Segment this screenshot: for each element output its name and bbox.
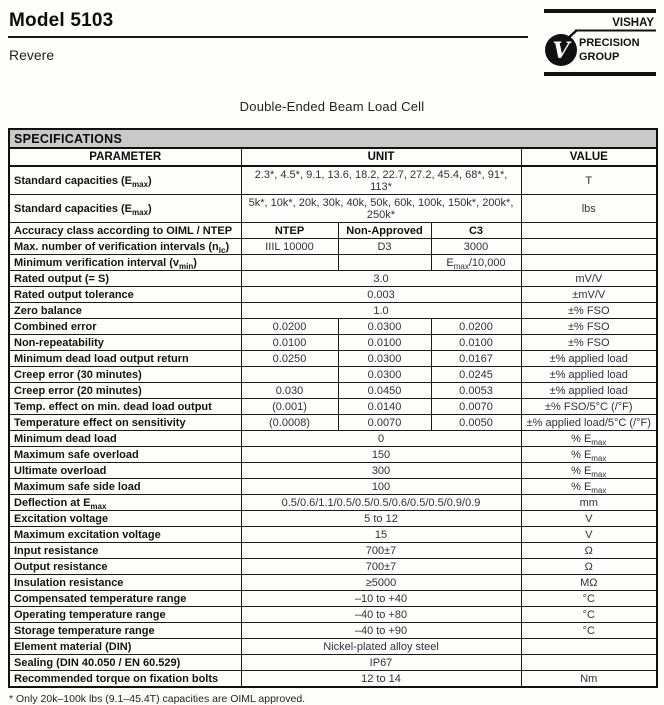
table-row — [9, 195, 657, 223]
header — [8, 8, 656, 77]
unit-cell: 3000 — [431, 239, 521, 255]
parameter-cell: Element material (DIN) — [9, 639, 241, 655]
table-row — [9, 319, 657, 335]
value-cell: °C — [521, 623, 657, 639]
table-row — [9, 383, 657, 399]
table-row — [9, 623, 657, 639]
unit-cell: 0.0245 — [431, 367, 521, 383]
table-row — [9, 671, 657, 688]
table-row — [9, 655, 657, 671]
parameter-cell: Maximum safe overload — [9, 447, 241, 463]
table-row — [9, 559, 657, 575]
value-cell: % $E_{max}$ — [521, 463, 657, 479]
value-cell — [521, 255, 657, 271]
unit-cell: D3 — [338, 239, 431, 255]
specifications-table — [8, 128, 658, 688]
parameter-cell: Minimum dead load output return — [9, 351, 241, 367]
unit-cell: 1.0 — [241, 303, 521, 319]
unit-cell: ≥5000 — [241, 575, 521, 591]
value-cell: ±% applied load — [521, 383, 657, 399]
spec-section-header: SPECIFICATIONS — [9, 129, 657, 148]
parameter-cell: Standard capacities $(E_{max})$ — [9, 166, 241, 195]
table-row — [9, 415, 657, 431]
parameter-cell: Creep error (30 minutes) — [9, 367, 241, 383]
unit-cell: 0.0100 — [431, 335, 521, 351]
unit-cell: 0.0070 — [431, 399, 521, 415]
unit-cell: IP67 — [241, 655, 521, 671]
unit-cell: Nickel-plated alloy steel — [241, 639, 521, 655]
value-cell: ±% FSO — [521, 319, 657, 335]
value-cell: Ω — [521, 543, 657, 559]
page-title: Double-Ended Beam Load Cell — [239, 99, 425, 114]
parameter-cell: Minimum verification interval $(v_{min})$ — [9, 255, 241, 271]
unit-cell — [241, 255, 338, 271]
parameter-cell: Rated output (= S) — [9, 271, 241, 287]
logo-text-group: GROUP — [579, 51, 620, 63]
table-row — [9, 463, 657, 479]
unit-cell: 700±7 — [241, 559, 521, 575]
unit-cell: 0.0100 — [338, 335, 431, 351]
parameter-cell: Excitation voltage — [9, 511, 241, 527]
unit-cell: 15 — [241, 527, 521, 543]
value-cell — [521, 239, 657, 255]
table-row — [9, 367, 657, 383]
unit-cell: IIIL 10000 — [241, 239, 338, 255]
table-row — [9, 287, 657, 303]
table-row — [9, 479, 657, 495]
unit-cell: 5k*, 10k*, 20k, 30k, 40k, 50k, 60k, 100k, 150k*, 200k*, 250k* — [241, 195, 521, 223]
footnote: * Only 20k–100k lbs (9.1–45.4T) capacities are OIML approved. — [9, 693, 306, 705]
value-cell — [521, 639, 657, 655]
value-cell: mm — [521, 495, 657, 511]
value-cell: Ω — [521, 559, 657, 575]
unit-cell: 0.0053 — [431, 383, 521, 399]
value-cell: T — [521, 166, 657, 195]
unit-cell: 2.3*, 4.5*, 9.1, 13.6, 18.2, 22.7, 27.2, 45.4, 68*, 91*, 113* — [241, 166, 521, 195]
unit-cell: 0.5/0.6/1.1/0.5/0.5/0.5/0.6/0.5/0.5/0.9/0.9 — [241, 495, 521, 511]
unit-cell: 150 — [241, 447, 521, 463]
table-row — [9, 255, 657, 271]
value-cell: ±% FSO — [521, 303, 657, 319]
unit-cell: $E_{max}/10,000$ — [431, 255, 521, 271]
parameter-cell: Minimum dead load — [9, 431, 241, 447]
header-left — [8, 8, 544, 63]
unit-cell: 0.0300 — [338, 351, 431, 367]
unit-cell — [338, 255, 431, 271]
table-row — [9, 335, 657, 351]
unit-cell: (0.0008) — [241, 415, 338, 431]
parameter-cell: Rated output tolerance — [9, 287, 241, 303]
unit-cell: 0.0140 — [338, 399, 431, 415]
value-cell: % $E_{max}$ — [521, 431, 657, 447]
value-cell — [521, 223, 657, 239]
spec-table-body — [9, 129, 657, 687]
unit-cell: 700±7 — [241, 543, 521, 559]
table-row — [9, 511, 657, 527]
unit-cell: 0.0450 — [338, 383, 431, 399]
unit-cell: –40 to +90 — [241, 623, 521, 639]
unit-cell: 0.0300 — [338, 367, 431, 383]
value-cell: % $E_{max}$ — [521, 447, 657, 463]
column-header-unit: UNIT — [241, 148, 521, 166]
value-cell: ±% FSO — [521, 335, 657, 351]
parameter-cell: Deflection at $E_{max}$ — [9, 495, 241, 511]
parameter-cell: Input resistance — [9, 543, 241, 559]
table-row — [9, 607, 657, 623]
table-row — [9, 271, 657, 287]
parameter-cell: Standard capacities $(E_{max})$ — [9, 195, 241, 223]
unit-cell: 0.030 — [241, 383, 338, 399]
unit-cell: 0.0050 — [431, 415, 521, 431]
unit-cell: 0.0300 — [338, 319, 431, 335]
parameter-cell: Max. number of verification intervals $(n_{lc})$ — [9, 239, 241, 255]
parameter-cell: Maximum excitation voltage — [9, 527, 241, 543]
unit-cell: 5 to 12 — [241, 511, 521, 527]
parameter-cell: Non-repeatability — [9, 335, 241, 351]
parameter-cell: Storage temperature range — [9, 623, 241, 639]
unit-cell: 0 — [241, 431, 521, 447]
unit-cell: 0.0070 — [338, 415, 431, 431]
parameter-cell: Compensated temperature range — [9, 591, 241, 607]
unit-cell: 0.0250 — [241, 351, 338, 367]
value-cell: MΩ — [521, 575, 657, 591]
table-row — [9, 575, 657, 591]
parameter-cell: Creep error (20 minutes) — [9, 383, 241, 399]
value-cell — [521, 655, 657, 671]
value-cell: lbs — [521, 195, 657, 223]
value-cell: mV/V — [521, 271, 657, 287]
unit-cell: –10 to +40 — [241, 591, 521, 607]
v-glyph: V — [552, 38, 570, 64]
unit-cell: 3.0 — [241, 271, 521, 287]
table-row — [9, 239, 657, 255]
header-rule — [8, 36, 528, 38]
value-cell: °C — [521, 607, 657, 623]
parameter-cell: Maximum safe side load — [9, 479, 241, 495]
unit-cell: 0.0167 — [431, 351, 521, 367]
unit-cell: NTEP — [241, 223, 338, 239]
value-cell: ±% applied load — [521, 351, 657, 367]
value-cell: ±% FSO/5°C (/°F) — [521, 399, 657, 415]
column-header-parameter: PARAMETER — [9, 148, 241, 166]
table-row — [9, 351, 657, 367]
unit-cell: (0.001) — [241, 399, 338, 415]
parameter-cell: Accuracy class according to OIML / NTEP — [9, 223, 241, 239]
table-row — [9, 431, 657, 447]
brand-subtitle: Revere — [9, 47, 55, 63]
value-cell: °C — [521, 591, 657, 607]
unit-cell: 0.0100 — [241, 335, 338, 351]
unit-cell — [241, 367, 338, 383]
column-header-row — [9, 148, 657, 166]
parameter-cell: Temp. effect on min. dead load output — [9, 399, 241, 415]
table-row — [9, 166, 657, 195]
column-header-value: VALUE — [521, 148, 657, 166]
value-cell: ±mV/V — [521, 287, 657, 303]
value-cell: Nm — [521, 671, 657, 688]
unit-cell: 300 — [241, 463, 521, 479]
parameter-cell: Temperature effect on sensitivity — [9, 415, 241, 431]
model-title: Model 5103 — [9, 10, 114, 31]
spec-section-header-row — [9, 129, 657, 148]
value-cell: ±% applied load/5°C (/°F) — [521, 415, 657, 431]
unit-cell: 0.0200 — [431, 319, 521, 335]
table-row — [9, 495, 657, 511]
value-cell: V — [521, 511, 657, 527]
parameter-cell: Insulation resistance — [9, 575, 241, 591]
table-row — [9, 303, 657, 319]
value-cell: % $E_{max}$ — [521, 479, 657, 495]
parameter-cell: Ultimate overload — [9, 463, 241, 479]
table-row — [9, 527, 657, 543]
parameter-cell: Combined error — [9, 319, 241, 335]
parameter-cell: Zero balance — [9, 303, 241, 319]
unit-cell: 12 to 14 — [241, 671, 521, 688]
table-row — [9, 399, 657, 415]
table-row — [9, 447, 657, 463]
value-cell: ±% applied load — [521, 367, 657, 383]
parameter-cell: Sealing (DIN 40.050 / EN 60.529) — [9, 655, 241, 671]
table-row — [9, 543, 657, 559]
parameter-cell: Operating temperature range — [9, 607, 241, 623]
logo-bottom-bar — [544, 72, 656, 76]
value-cell: V — [521, 527, 657, 543]
unit-cell: –40 to +80 — [241, 607, 521, 623]
parameter-cell: Output resistance — [9, 559, 241, 575]
logo-text-precision: PRECISION — [579, 37, 640, 49]
unit-cell: 100 — [241, 479, 521, 495]
unit-cell: 0.003 — [241, 287, 521, 303]
logo-text-vishay: VISHAY — [612, 17, 654, 29]
parameter-cell: Recommended torque on fixation bolts — [9, 671, 241, 688]
table-row — [9, 591, 657, 607]
vishay-logo — [544, 9, 656, 77]
unit-cell: Non-Approved — [338, 223, 431, 239]
unit-cell: 0.0200 — [241, 319, 338, 335]
unit-cell: C3 — [431, 223, 521, 239]
table-row — [9, 639, 657, 655]
logo-top-bar — [544, 9, 656, 13]
table-row — [9, 223, 657, 239]
